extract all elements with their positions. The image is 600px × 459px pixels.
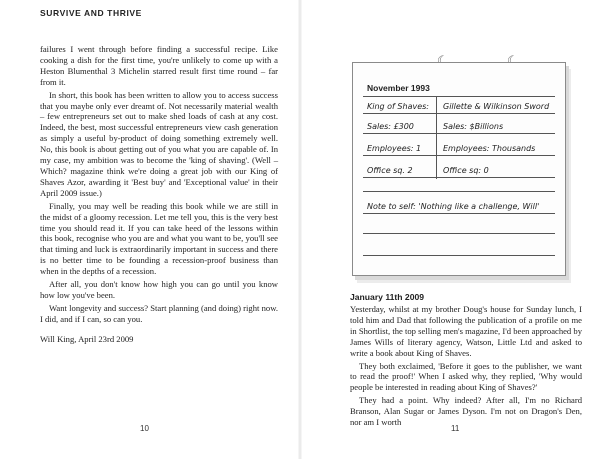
notepad-blank-line [363, 255, 555, 256]
paragraph: Finally, you may well be reading this book while we are still in the midst of a gloomy recession. Let me tell you, this is the very best time you should read it. If you can take heed of the lessons within this book, recognise who you are and what you want to be, you'll see that timing and luck is extraordinarily important in success and there is no better time to be founding a recession-proof business than when in the depths of a recession. [40, 200, 278, 277]
signature: Will King, April 23rd 2009 [40, 333, 134, 344]
paragraph: In short, this book has been written to allow you to access success that you maybe only ever dreamt of. Not necessarily material wealth – few entrepreneurs set out to make shed loads of cash at any cost. Indeed, the best, most successful entrepreneurs view cash generation as simply a useful by-product of doing something extremely well. No, this book is about getting out of you what you are capable of. In my case, my ambition was to become the 'king of shaving'. (Well – Which? magazine think we're doing a great job with our King of Shaves Azor, awarding it 'Best buy' and 'Exceptional value' in their April 2009 issue.) [40, 89, 278, 198]
notepad-cell: Sales: £300 [367, 122, 414, 131]
notepad-cell: Office sq: 0 [443, 166, 489, 175]
left-page [0, 0, 298, 459]
notepad-blank-line [363, 233, 555, 234]
notepad-cell: Gillette & Wilkinson Sword [443, 102, 550, 111]
notepad-cell: Office sq. 2 [367, 166, 413, 175]
paragraph: Yesterday, whilst at my brother Doug's house for Sunday lunch, I told him and Dad that following the publication of a profile on me in Shortlist, the top selling men's magazine, I'd been approached by James Wills of literary agency, Watson, Little Ltd and asked to write a book about King of Shaves. [350, 304, 582, 358]
notepad-row [363, 161, 555, 178]
notepad-cell: Sales: $Billions [443, 122, 504, 131]
paragraph: Want longevity and success? Start planning (and doing) right now. I did, and if I can, so can you. [40, 302, 278, 324]
right-body-text [350, 304, 582, 430]
paragraph: failures I went through before finding a successful recipe. Like cooking a dish for the first time, you're unlikely to come up with a Heston Blumenthal 3 Michelin starred result first time round – far from it. [40, 44, 278, 87]
left-body-text [40, 44, 278, 347]
page-number: 10 [140, 424, 149, 433]
notepad-cell: King of Shaves: [367, 102, 429, 111]
notepad-illustration [352, 62, 566, 276]
notepad-cell: Employees: 1 [367, 144, 422, 153]
paragraph: They had a point. Why indeed? After all, I'm no Richard Branson, Alan Sugar or James Dyson. I'm not on Dragon's Den, nor am I worth [350, 395, 582, 428]
right-page [302, 0, 600, 459]
notepad-row [363, 97, 555, 114]
notepad-note-row [363, 197, 555, 214]
notepad-title: November 1993 [367, 83, 430, 93]
notepad-row [363, 139, 555, 156]
diary-heading: January 11th 2009 [350, 292, 425, 302]
paragraph: After all, you don't know how high you can go until you know how low you've been. [40, 279, 278, 300]
notepad-note: Note to self: 'Nothing like a challenge, Will' [367, 202, 540, 211]
notepad-row [363, 117, 555, 134]
notepad-blank-line [363, 191, 555, 192]
running-head: SURVIVE AND THRIVE [40, 8, 142, 18]
paragraph: They both exclaimed, 'Before it goes to the publisher, we want to read the proof!' When I asked why, they replied, 'Why would people be interested in reading about King of Shaves?' [350, 360, 582, 393]
notepad-cell: Employees: Thousands [443, 144, 536, 153]
page-number: 11 [451, 424, 460, 433]
